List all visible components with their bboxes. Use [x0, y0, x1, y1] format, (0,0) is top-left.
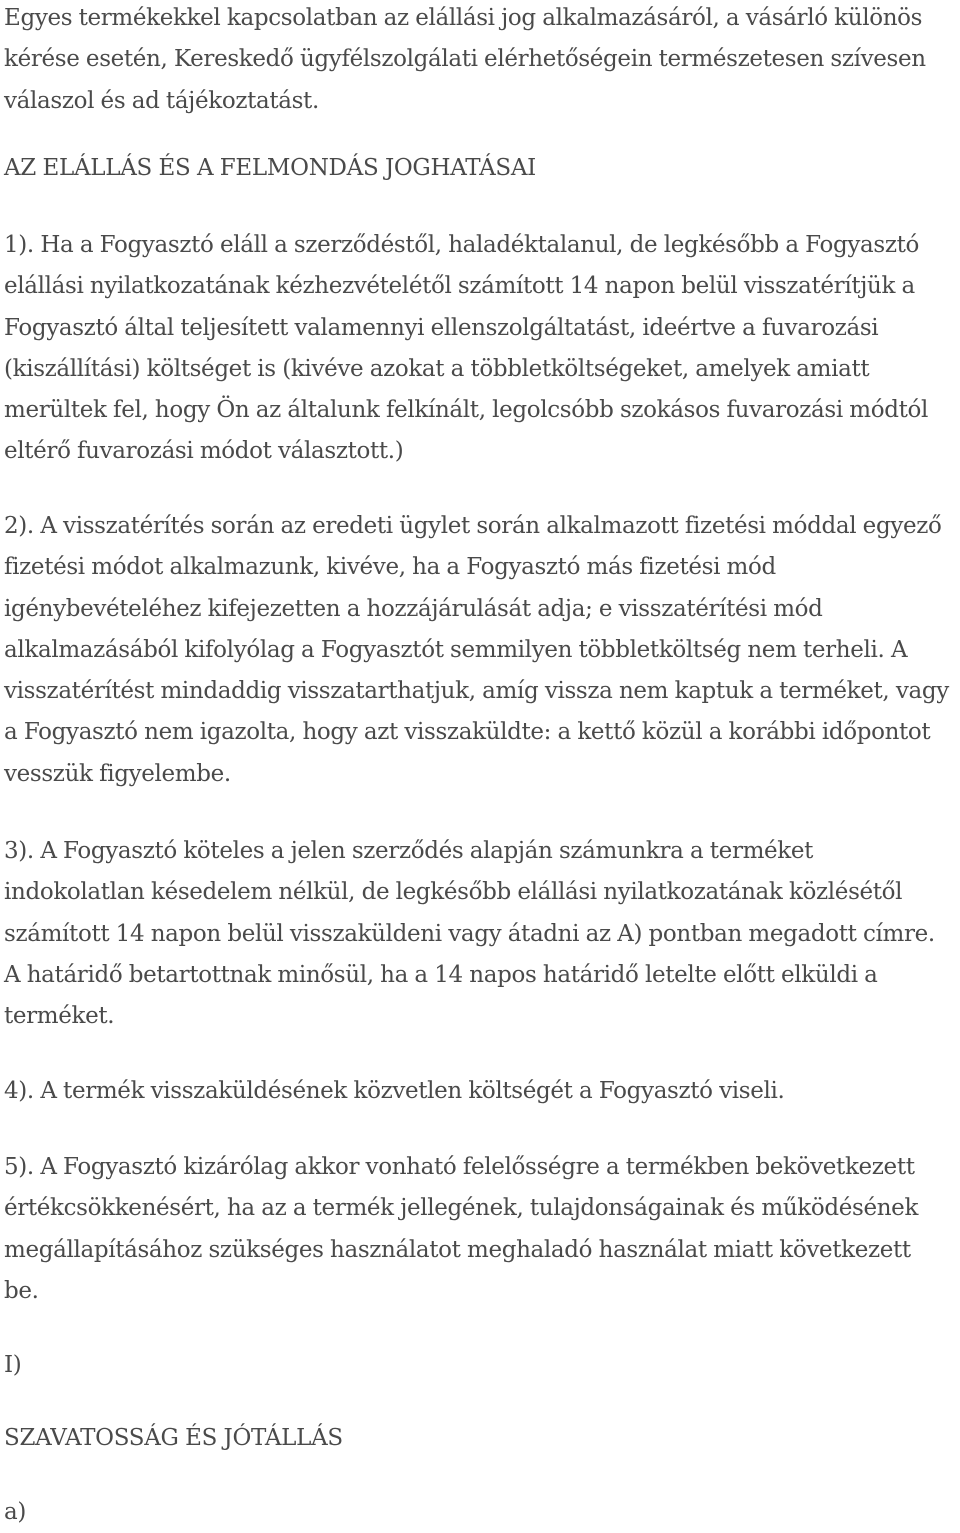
point-3-paragraph: 3). A Fogyasztó köteles a jelen szerződés alapján számunkra a terméket indokolatlan késedelem nélkül, de legkésőbb elállási nyilatkozatának közlésétől számított 14 napon belül visszaküldeni vagy átadni az A) pontban megadott címre. A határidő betartottnak minősül, ha a 14 napos határidő letelte előtt elküldi a terméket. [4, 838, 935, 1030]
intro-paragraph: Egyes termékekkel kapcsolatban az elállási jog alkalmazásáról, a vásárló különös kérése esetén, Kereskedő ügyfélszolgálati elérhetőségein természetesen szívesen válaszol és ad tájékoztatást. [4, 5, 926, 114]
point-1-paragraph: 1). Ha a Fogyasztó eláll a szerződéstől, haladéktalanul, de legkésőbb a Fogyasztó elállási nyilatkozatának kézhezvételétől számított 14 napon belül visszatérítjük a Fogyasztó által teljesített valamennyi ellenszolgáltatást, ideértve a fuvarozási (kiszállítási) költséget is (kivéve azokat a többletköltségeket, amelyek amiatt merültek fel, hogy Ön az általunk felkínált, legolcsóbb szokásos fuvarozási módtól eltérő fuvarozási módot választott.) [4, 232, 929, 465]
sub-letter: a) [4, 1499, 26, 1525]
point-5-paragraph: 5). A Fogyasztó kizárólag akkor vonható felelősségre a termékben bekövetkezett értékcsökkenésért, ha az a termék jellegének, tulajdonságainak és működésének megállapításához szükséges használatot meghaladó használat miatt következett be. [4, 1154, 919, 1304]
point-4-paragraph: 4). A termék visszaküldésének közvetlen költségét a Fogyasztó viseli. [4, 1078, 785, 1104]
section-letter: I) [4, 1352, 22, 1378]
point-2-paragraph: 2). A visszatérítés során az eredeti ügylet során alkalmazott fizetési móddal egyező fizetési módot alkalmazunk, kivéve, ha a Fogyasztó más fizetési mód igénybevételéhez kifejezetten a hozzájárulását adja; e visszatérítési mód alkalmazásából kifolyólag a Fogyasztót semmilyen többletköltség nem terheli. A visszatérítést mindaddig visszatarthatjuk, amíg vissza nem kaptuk a terméket, vagy a Fogyasztó nem igazolta, hogy azt visszaküldte: a kettő közül a korábbi időpontot vesszük figyelembe. [4, 513, 949, 787]
section-2-heading: SZAVATOSSÁG ÉS JÓTÁLLÁS [4, 1425, 343, 1451]
section-heading: AZ ELÁLLÁS ÉS A FELMONDÁS JOGHATÁSAI [4, 155, 536, 181]
